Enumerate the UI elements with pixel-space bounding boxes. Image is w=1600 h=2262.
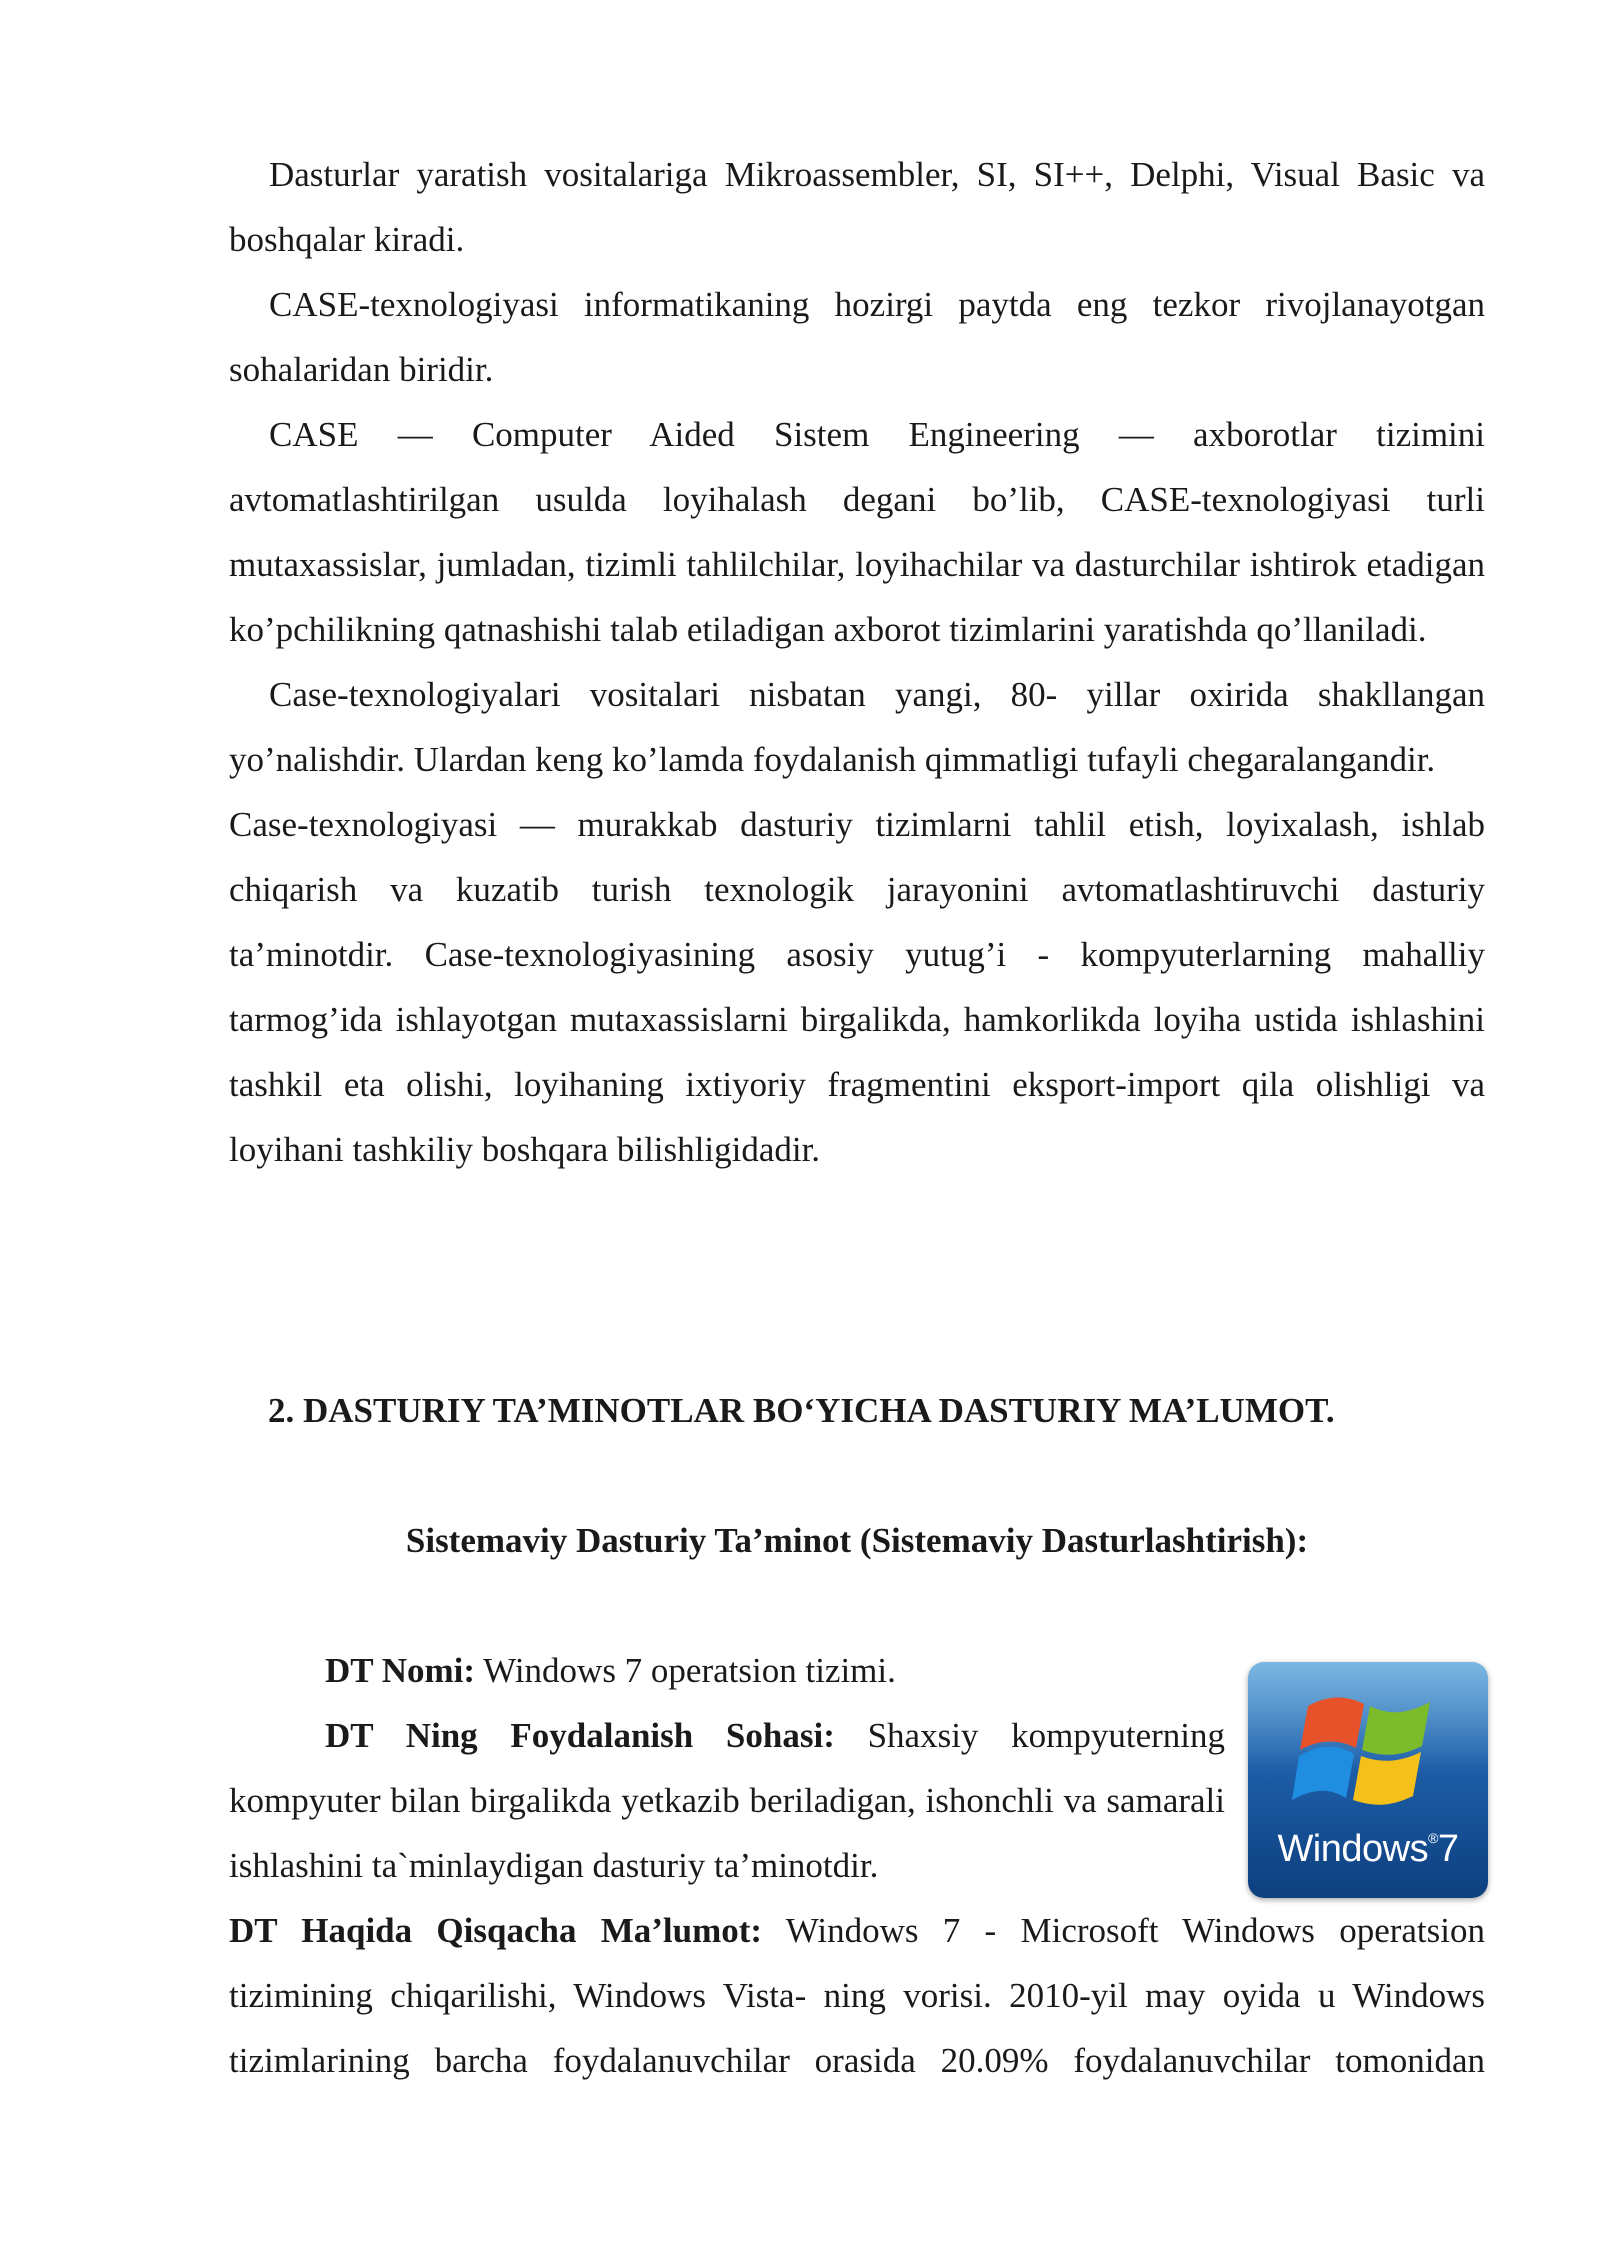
dt-usage-label: DT Ning Foydalanish Sohasi: [325, 1716, 835, 1755]
subsection-heading: Sistemaviy Dasturiy Ta’minot (Sistemaviy Dasturlashtirish): [405, 1521, 1309, 1560]
paragraph-4: Case-texnologiyalari vositalari nisbatan yangi, 80- yillar oxirida shakllangan yo’nalishdir. Ulardan keng ko’lamda foydalanish qimmatligi tufayli chegaralangandir. [229, 675, 1485, 779]
paragraph-1: Dasturlar yaratish vositalariga Mikroassembler, SI, SI++, Delphi, Visual Basic va boshqalar kiradi. [229, 155, 1485, 259]
paragraph-3: CASE — Computer Aided Sistem Engineering — axborotlar tizimini avtomatlashtirilgan usulda loyihalash degani bo’lib, CASE-texnologiyasi turli mutaxassislar, jumladan, tizimli tahlilchilar, loyihachilar va dasturchilar ishtirok etadigan ko’pchilikning qatnashishi talab etiladigan axborot tizimlarini yaratishda qo’llaniladi. [229, 415, 1485, 649]
dt-info-label: DT Haqida Qisqacha Ma’lumot: [229, 1911, 763, 1950]
section-heading: 2. DASTURIY TA’MINOTLAR BO‘YICHA DASTURIY MA’LUMOT. [268, 1391, 1335, 1430]
dt-name-label: DT Nomi: [325, 1651, 476, 1690]
windows-flag-icon [1290, 1684, 1446, 1824]
body-text [229, 142, 1485, 1182]
paragraph-5: Case-texnologiyasi — murakkab dasturiy tizimlarni tahlil etish, loyixalash, ishlab chiqarish va kuzatib turish texnologik jarayonini avtomatlashtiruvchi dasturiy ta’minotdir. Case-texnologiyasining asosiy yutug’i - kompyuterlarning mahalliy tarmog’ida ishlayotgan mutaxassislarni birgalikda, hamkorlikda loyiha ustida ishlashini tashkil eta olishi, loyihaning ixtiyoriy fragmentini eksport-import qila olishligi va loyihani tashkiliy boshqara bilishligidadir. [229, 805, 1485, 1169]
dt-name-line [229, 1638, 1225, 1703]
paragraph-2: CASE-texnologiyasi informatikaning hozirgi paytda eng tezkor rivojlanayotgan sohalaridan biridir. [229, 285, 1485, 389]
windows-7-logo [1248, 1662, 1488, 1898]
dt-usage-line [229, 1703, 1225, 1898]
dt-info-value: Windows 7 - Microsoft Windows operatsion tizimining chiqarilishi, Windows Vista- ning vorisi. 2010-yil may oyida u Windows tizimlarining barcha foydalanuvchilar orasida 20.09% foydalanuvchilar tomonidan [229, 1911, 1485, 2080]
dt-info-paragraph [229, 1898, 1485, 2093]
windows-wordmark: Windows®7 [1277, 1828, 1459, 1870]
dt-description [229, 1638, 1225, 1898]
dt-usage-value: Shaxsiy kompyuterning kompyuter bilan birgalikda yetkazib beriladigan, ishonchli va samarali ishlashini ta`minlaydigan dasturiy ta’minotdir. [229, 1716, 1225, 1885]
dt-name-value: Windows 7 operatsion tizimi. [475, 1651, 896, 1690]
